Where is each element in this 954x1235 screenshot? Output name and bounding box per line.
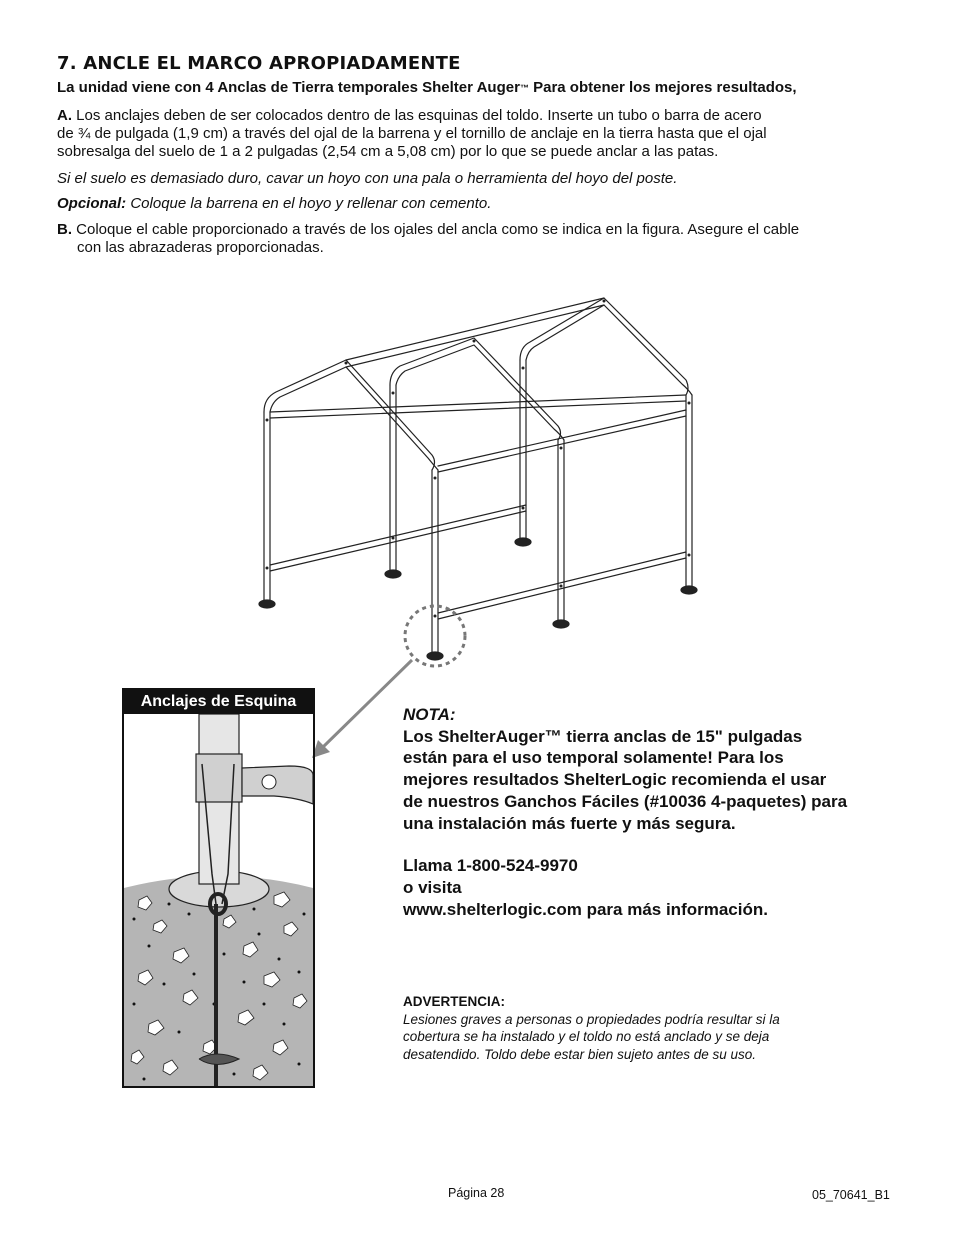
step-a: A. Los anclajes deben de ser colocados dentro de las esquinas del toldo. Inserte un tubo o barra de acero de ¾ de pulgada (1,9 cm) a través del ojal de la barrena y el tornillo de anclaje en la tierra hasta que el ojal sobresalga del suelo de 1 a 2 pulgadas (2,54 cm a 5,08 cm) por lo que se puede anclar a las patas. bbox=[57, 107, 767, 160]
corner-anchor-detail bbox=[122, 688, 315, 1088]
warning-block bbox=[403, 993, 780, 1063]
anchor-detail-illustration bbox=[124, 714, 313, 1088]
note-line: están para el uso temporal solamente! Para los bbox=[403, 748, 784, 768]
or-visit: o visita bbox=[403, 877, 462, 897]
warning-line: Lesiones graves a personas o propiedades podría resultar si la bbox=[403, 1011, 780, 1027]
side-rail-fitting bbox=[242, 766, 313, 804]
warning-label: ADVERTENCIA: bbox=[403, 994, 506, 1009]
note-line: Los ShelterAuger™ tierra anclas de 15" pulgadas bbox=[403, 726, 803, 746]
note-line: de nuestros Ganchos Fáciles (#10036 4-paquetes) para bbox=[403, 791, 848, 811]
optional-note: Opcional: Coloque la barrena en el hoyo y rellenar con cemento. bbox=[57, 195, 492, 212]
warning-line: cobertura se ha instalado y el toldo no está anclado y se deja bbox=[403, 1029, 770, 1044]
note-line: una instalación más fuerte y más segura. bbox=[403, 813, 736, 833]
callout-arrow bbox=[312, 660, 412, 758]
frame-fittings bbox=[266, 300, 691, 618]
frame-roof bbox=[264, 298, 692, 472]
page-number: Página 28 bbox=[448, 1186, 505, 1200]
section-title: 7. ANCLE EL MARCO APROPIADAMENTE bbox=[57, 53, 461, 74]
frame-side-rails bbox=[270, 505, 686, 619]
frame-feet bbox=[259, 538, 697, 660]
phone-number: Llama 1-800-524-9970 bbox=[403, 856, 578, 876]
hard-ground-note: Si el suelo es demasiado duro, cavar un hoyo con una pala o herramienta del hoyo del poste. bbox=[57, 170, 678, 187]
step-b: B. Coloque el cable proporcionado a través de los ojales del ancla como se indica en la figura. Asegure el cable con las abrazaderas proporcionadas. bbox=[57, 221, 800, 256]
detail-title: Anclajes de Esquina bbox=[124, 690, 313, 714]
note-line: mejores resultados ShelterLogic recomienda el usar bbox=[403, 770, 827, 790]
website-link[interactable]: www.shelterlogic.com para más información. bbox=[403, 899, 768, 919]
intro-text: La unidad viene con 4 Anclas de Tierra temporales Shelter Auger™ Para obtener los mejores resultados, bbox=[57, 79, 797, 96]
note-block bbox=[403, 704, 847, 920]
note-label: NOTA: bbox=[403, 705, 456, 724]
warning-line: desatendido. Toldo debe estar bien sujeto antes de su uso. bbox=[403, 1046, 757, 1062]
document-code: 05_70641_B1 bbox=[812, 1188, 890, 1202]
